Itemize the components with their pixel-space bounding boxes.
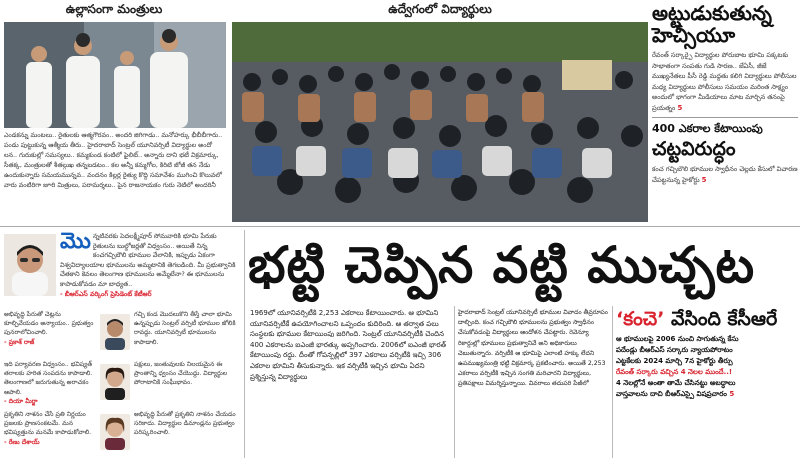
ministers-photo-caption: ఎండకన్ను మంటలు.. రైతులకు ఆత్మగౌరవం.. అందరి జిగిగాడు.. మనోహర్కు భీబీబీగారు.. పండు పుట్టుకున్న ఆత్మీయ తీరు.. హైదరాబాద్ సెంట్రల్ యూనివర్సిటీ విద్యార్థుల అందో లన.. గురుకుల్లో సమస్యలు.. కమ్మకుండ కంటిలో ఫైలిట్.. అన్నారు దాని భటీ విక్రమార్కు, సీతక్క, మంత్రులతో శీతల్గుఖ తన్నబడటం.. కల అన్నీ కమ్మగోల, కిరిటి జోజీ తన నేడు ఉందుకున్నారు సమయమున్నవ.. వందనం కిల్లర్ల రైత్యు కొద్ది సమావేశం ముగించి కొలువలో వారు వంటిరిగా జూరి మిత్రులు, పరామర్శలు.. పైన రాజనాయకం గురు నెటిలో అందరినీ [4,131,223,189]
kcr-fence-headline [616,308,796,330]
sidebar-divider [652,117,798,118]
main-headline: భట్టి చెప్పిన వట్టి ముచ్చట [248,236,756,294]
hcu-sidebar [652,2,798,185]
column-divider-mid [454,306,455,458]
kcr-fence-quoted: ‘కంచె’ [616,308,665,330]
ktr-portrait [4,234,56,296]
protest-crowd-art [232,22,648,222]
kcr-fence-box [616,308,796,400]
celebrity-quote-2 [4,360,240,408]
quote-2-sign: - దియా మీర్జా [4,397,38,405]
lead-paragraph: న్నటివరకు పెదలక్ష్మీపూర్ సోమవారికి భూమి పేరుకు రైతులను బుల్డోజర్లతో విధ్వంసం.. అయితే నిన్న కంచగచ్చిబౌలి భూముల వేలానికి, ఇప్పుడు ఏకంగా విశ్వవిద్యాలయాల భూములను అమ్మటానికి తెగబడింది. మీ ప్రభుత్వానికి చేతకాని కెవలం తెలంగాణ భూములను అమ్మేటేనా? ఈ భూములను కాపాడుకోవడం మా బాధ్యత.. [60,232,236,288]
students-protest-photo [232,22,648,222]
quote-2-body: ఇది పర్యావరణ విధ్వంసం.. భవిష్యత్ తరాలకు హరిత సంపదను కాపాడాలి. తెలంగాణలో జరుగుతున్న అరాచకం ఆపాలి. [4,361,93,396]
kcr-point-3: ఎట్టకేలకు 2024 మార్చి 7న హైకోర్టు తీర్పు [616,357,733,365]
illegal-headline: చట్టవిరుద్ధం [652,138,736,160]
lead-quote-text [60,229,236,299]
quote-2-portrait-art [100,364,130,400]
quote-1-portrait-art [100,314,130,350]
quote-1-portrait [100,314,130,350]
hcu-sidebar-body [652,50,798,113]
quote-2-side: పక్షులు, జంతువులకు నిలయమైన ఈ ప్రాంతాన్ని ధ్వంసం చేయొద్దు. విద్యార్థుల పోరాటానికి సంఘీభావం. [134,361,228,387]
quote-2-text [4,360,96,406]
hcu-sidebar-headline: అట్టుడుకుతున్న హెచ్సీయూ [652,1,772,47]
kcr-point-6: వాస్తవాలను దాచి బీఆర్ఎస్పై విషప్రచారం [616,390,727,398]
kcr-point-4: రేవంత్ సర్కారు వచ్చిన 4 నెలల ముందే..! [616,368,733,376]
quote-1-sign: - ప్రకాశ్ రాజ్ [4,338,35,346]
quote-1-text [4,310,96,347]
kcr-point-2: పదేండ్లు బీఆర్ఎస్ సర్కారు న్యాయపోరాటం [616,346,733,354]
lead-signoff: - బీఆర్ఎస్ వర్కింగ్ ప్రెసిడెంట్ కేటీఆర్ [60,289,152,298]
kcr-fence-rest: వేసింది కేసీఆరే [664,308,778,330]
quote-3-portrait [100,414,130,450]
quote-1-body: అభివృద్ధి పేరుతో చెట్లను కూల్చివేయడం అన్యాయం.. ప్రభుత్వం పునరాలోచించాలి. [4,311,94,337]
illegal-text: కంచ గచ్చిబౌలి భూముల స్వాధీనం చెల్లదు కేసులో విచారణ చేపట్టనున్న హైకోర్టు [652,165,798,184]
column-divider-right [612,306,613,458]
left-section-heading: ఉల్లాసంగా మంత్రులు [65,2,163,16]
celebrity-quote-1 [4,310,240,358]
column-divider-left [244,230,245,458]
hcu-sidebar-text: రేవంత్ సర్కార్పై విద్యార్థుల పోరుబాట భూమి పక్కటకు సాభాతంగా సంపతు గుడి సారణ.. జేఏసీ, జీజే ముఖ్యనేతలు పీసీ రెడ్డి మద్దతు కలిగి విద్యార్థులు పోలీసుల మధ్య విద్యార్థులు పోలీసులు సమయం మరింత సాక్ష్యం అందులో భాగంగా మీడియాలు మాట మార్చిన తనంపై ప్రయత్నం [652,51,797,112]
story-column-2: హైదరాబాద్ సెంట్రల్ యూనివర్సిటీ భూముల వివాదం తీవ్రరూపం దాల్చింది. కంచ గచ్చిబౌలి భూములను ప్రభుత్వం స్వాధీనం చేసుకోవడంపై విద్యార్థులు ఆందోళన చేపట్టారు. రెవెన్యూ రికార్డుల్లో భూములు ప్రభుత్వానివే అని అధికారులు చెబుతున్నారు. వర్సిటీకి ఆ భూమిపై ఎలాంటి హక్కు లేదని ఉపముఖ్యమంత్రి భట్టి విక్రమార్క ప్రకటించారు. అయితే 2,253 ఎకరాలు వర్సిటీకి ఇచ్చిన సంగతి మరిచారని విద్యార్థులు, ప్రతిపక్షాలు విమర్శిస్తున్నాయి. వివరాలు తదుపరి పేజీలో [458,309,608,388]
lead-quote-block [4,229,240,300]
story-column-1: 1969లో యూనివర్సిటీకి 2,253 ఎకరాలు కేటాయించారు. ఆ భూమిని యూనివర్సిటీకే ఉపయోగించాలని ఒప్పందం కుదిరింది. ఆ తర్వాత పలు సంస్థలకు భూముల కేటాయింపు జరిగింది. సెంట్రల్ యూనివర్సిటీకి చెందిన 400 ఎకరాలను ఐఎంజీ భారత్కు అప్పగించారు. 2006లో ఐఎంజీ భారత్ కేటాయింపు రద్దు. దీంతో గోపన్పల్లిలో 397 ఎకరాలు వర్సిటీకి ఇచ్చి 306 ఎకరాల భూమిని తీసుకున్నారు. ఇక వర్సిటీకి ఇచ్చిన భూమి ఏదని ప్రశ్నిస్తున్న విద్యార్థులు [250,309,447,381]
kcr-page-ref: 5 [729,390,735,398]
quote-3-sign: - రేణు దేశాయ్ [4,438,40,446]
illegal-page-ref: 5 [701,175,707,184]
ktr-portrait-art [4,234,56,296]
quote-1-side: గచ్చి కండ మొదలుకొని తీస్తే చాలా భూమి ఉన్నప్పుడు సెంట్రల్ వర్సిటీ భూముల జోలికి రావద్దు. యూనివర్సిటీ భూములను కాపాడాలి. [134,311,236,346]
celebrity-quote-3 [4,410,240,458]
kcr-point-1: ఆ భూములపై 2006 నుంచి సాగుతున్న కేసు [616,335,739,343]
acres-subhead: 400 ఎకరాల కేటాయింపు [652,122,763,135]
mid-section-heading: ఉద్వేగంలో విద్యార్థులు [388,2,492,16]
hcu-page-ref: 5 [677,103,683,112]
quote-3-body: ప్రకృతిని నాశనం చేసే ప్రతి నిర్ణయం ప్రజలకు ప్రాణసంకటమే. మన భవిష్యత్తును మనమే కాపాడుకోవాలి. [4,411,92,437]
ministers-photo [4,22,226,128]
quote-2-portrait [100,364,130,400]
quote-3-side: అభివృద్ధి పేరుతో ప్రకృతిని నాశనం చేయడం సరికాదు. విద్యార్థుల డిమాండ్లను ప్రభుత్వం పరిష్కరించాలి. [134,411,236,437]
ministers-photo-art [4,22,226,128]
illegal-body [652,164,798,185]
lead-dropcap: మొ [60,229,91,254]
quote-3-text [4,410,96,447]
kcr-point-6-wrap [616,389,796,400]
kcr-fence-points [616,334,796,400]
quote-3-portrait-art [100,414,130,450]
kcr-point-5: 4 నెలల్లోనే అంతా తామే చేసినట్టు అబద్ధాలు [616,379,736,387]
